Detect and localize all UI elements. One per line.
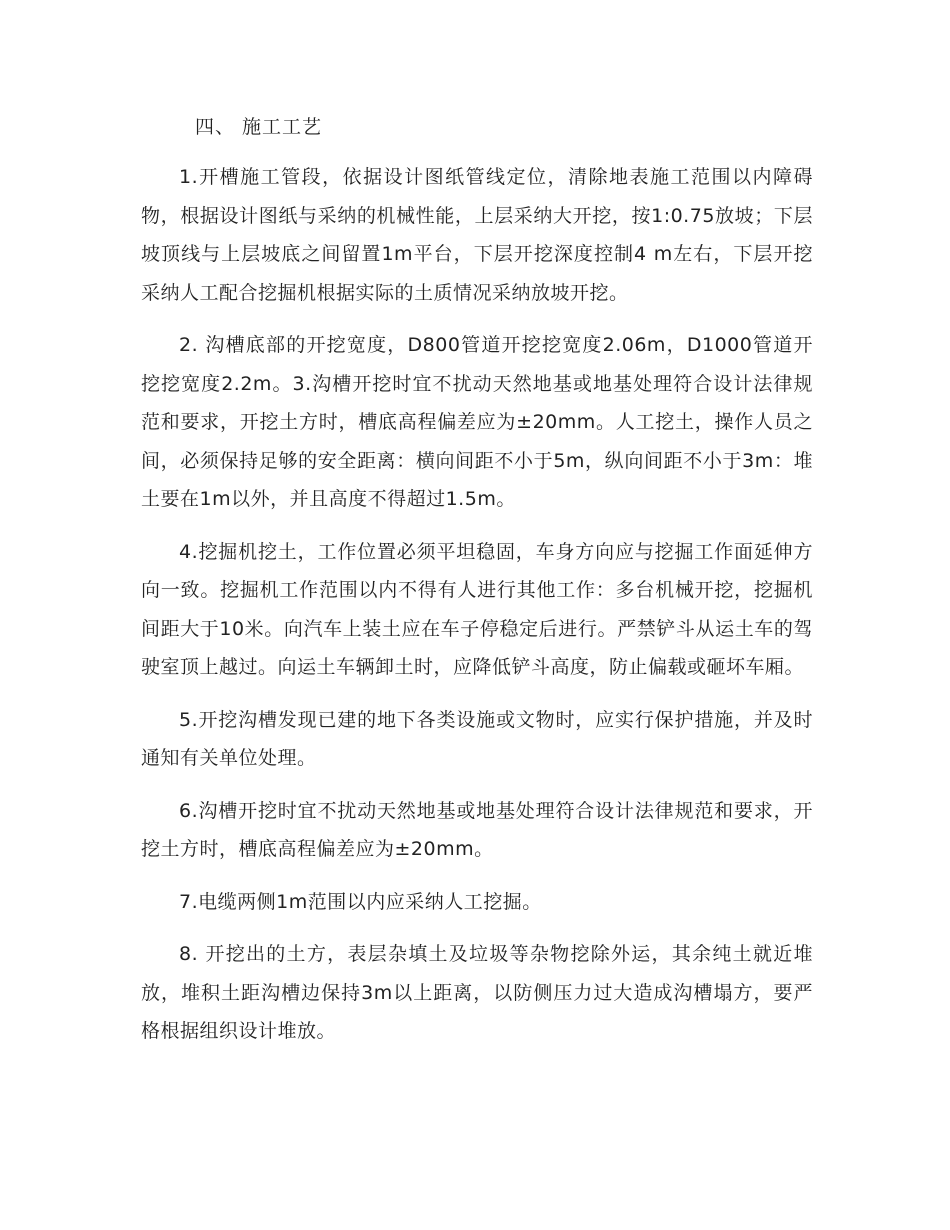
paragraph-7: 8. 开挖出的土方，表层杂填土及垃圾等杂物挖除外运，其余纯土就近堆放，堆积土距沟槽边保持3m以上距离，以防侧压力过大造成沟槽塌方，要严格根据组织设计堆放。 — [141, 943, 813, 1042]
paragraph-2: 2. 沟槽底部的开挖宽度，D800管道开挖挖宽度2.06m，D1000管道开挖挖宽度2.2m。3.沟槽开挖时宜不扰动天然地基或地基处理符合设计法律规范和要求，开挖土方时，槽底高程偏差应为±20mm。人工挖土，操作人员之间，必须保持足够的安全距离：横向间距不小于5m，纵向间距不小于3m：堆土要在1m以外，并且高度不得超过1.5m。 — [141, 334, 813, 510]
paragraph-1: 1.开槽施工管段，依据设计图纸管线定位，清除地表施工范围以内障碍物，根据设计图纸与采纳的机械性能，上层采纳大开挖，按1:0.75放坡；下层坡顶线与上层坡底之间留置1m平台，下层开挖深度控制4 m左右，下层开挖采纳人工配合挖掘机根据实际的土质情况采纳放坡开挖。 — [141, 166, 813, 304]
paragraph-6: 7.电缆两侧1m范围以内应采纳人工挖掘。 — [179, 890, 542, 913]
paragraph-4: 5.开挖沟槽发现已建的地下各类设施或文物时，应实行保护措施，并及时通知有关单位处理。 — [141, 708, 813, 769]
paragraph-5: 6.沟槽开挖时宜不扰动天然地基或地基处理符合设计法律规范和要求，开挖土方时，槽底高程偏差应为±20mm。 — [141, 799, 813, 860]
document-body — [141, 110, 813, 1065]
section-heading: 四、 施工工艺 — [195, 116, 323, 138]
paragraph-3: 4.挖掘机挖土，工作位置必须平坦稳固，车身方向应与挖掘工作面延伸方向一致。挖掘机工作范围以内不得有人进行其他工作：多台机械开挖，挖掘机间距大于10米。向汽车上装土应在车子停稳定后进行。严禁铲斗从运土车的驾驶室顶上越过。向运土车辆卸土时，应降低铲斗高度，防止偏载或砸坏车厢。 — [141, 540, 813, 678]
